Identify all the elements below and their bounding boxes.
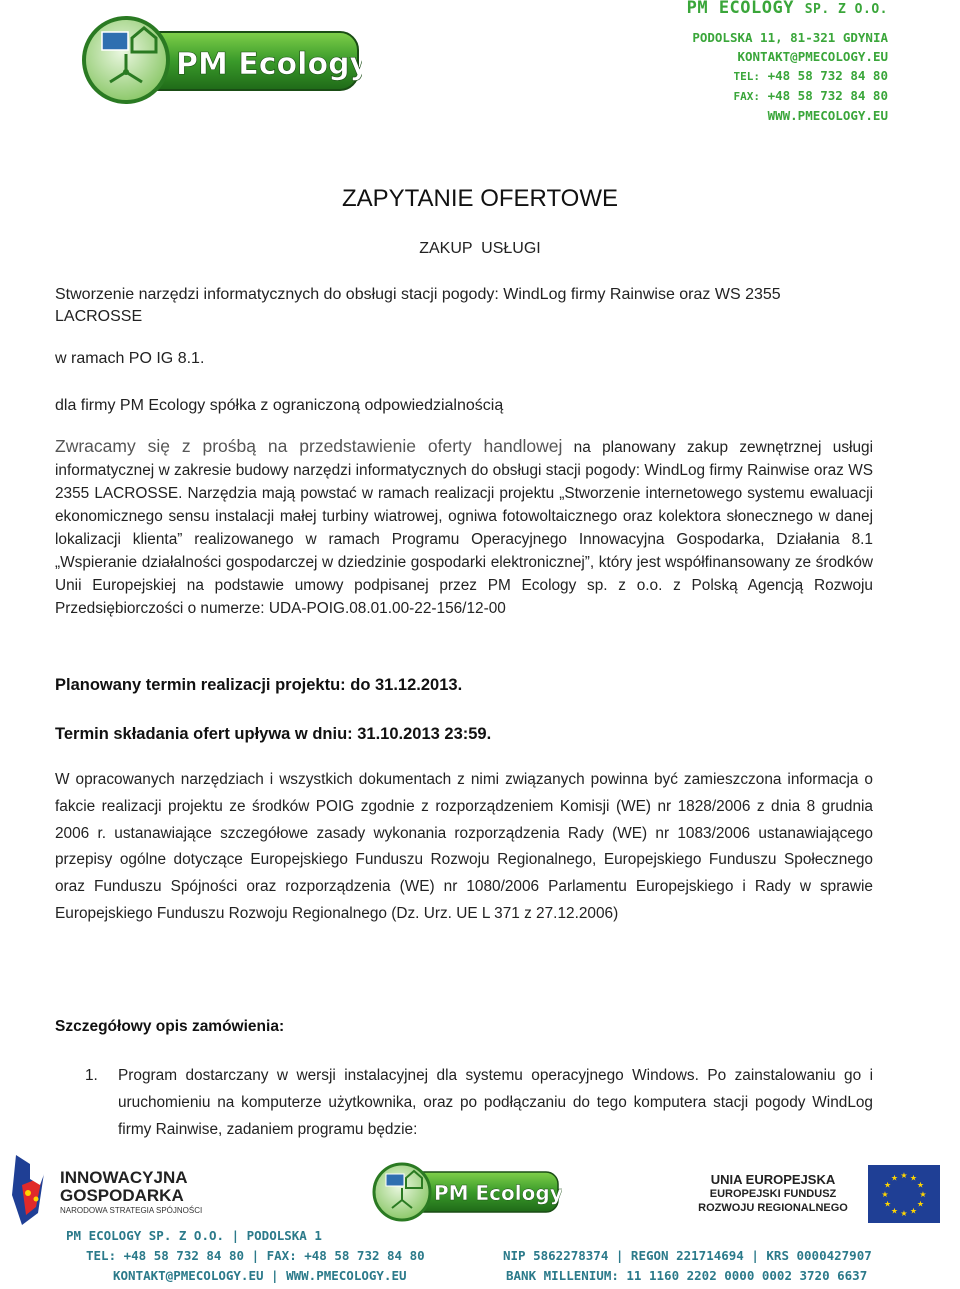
footer-row3-left[interactable]: KONTAKT@PMECOLOGY.EU | WWW.PMECOLOGY.EU <box>113 1268 407 1283</box>
footer-row2-left: TEL: +48 58 732 84 80 | FAX: +48 58 732 84 80 <box>86 1248 425 1263</box>
company-tel: TEL: +48 58 732 84 80 <box>733 68 888 83</box>
intro-rest: na planowany zakup zewnętrznej usługi informatycznej w zakresie budowy narzędzi informatycznych do obsługi stacji pogody: WindLog firmy Rainwise oraz WS 2355 LACROSSE. Narzędzia mają powstać w ramach realizacji projektu „Stworzenie internetowego systemu ewaluacji ekonomicznego sensu instalacji małej turbiny wiatrowej, ogniwa fotowoltaicznego oraz kolektora słonecznego w danej lokalizacji klienta” realizowanego w ramach Programu Operacyjnego Innowacyjna Gospodarka, Działania 8.1 „Wspieranie działalności gospodarczej w dziedzinie gospodarki elektronicznej”, który jest współfinansowany ze środków Unii Europejskiej na podstawie umowy podpisanej przez PM Ecology sp. z o.o. z Polską Agencją Rozwoju Przedsiębiorczości o numerze: UDA-POIG.08.01.00-22-156/12-00 <box>55 439 874 617</box>
footer-row2-right: NIP 5862278374 | REGON 221714694 | KRS 0000427907 <box>503 1248 872 1263</box>
innowacyjna-gospodarka-logo <box>8 1155 223 1230</box>
eu-star-icon: ★ <box>881 1190 889 1199</box>
footer-logos <box>0 1155 960 1230</box>
pm-ecology-logo <box>80 10 362 105</box>
document-title: ZAPYTANIE OFERTOWE <box>341 185 619 212</box>
eu-star-icon: ★ <box>900 1209 908 1218</box>
eu-star-icon: ★ <box>916 1199 925 1209</box>
poig-paragraph: W opracowanych narzędziach i wszystkich dokumentach z nimi związanych powinna być zamieszczona informacja o fakcie realizacji projektu ze środków POIG zgodnie z rozporządzeniem Komisji (WE) nr 1828/2006 z dnia 8 grudnia 2006 r. ustanawiające szczegółowe zasady wykonania rozporządzenia Rady (WE) nr 1083/2006 ustanawiającego przepisy ogólne dotyczące Europejskiego Funduszu Rozwoju Regionalnego, Europejskiego Funduszu Społecznego oraz Funduszu Spójności oraz rozporządzenia (WE) nr 1080/2006 Parlamentu Europejskiego i Rady w sprawie Europejskiego Funduszu Rozwoju Regionalnego (Dz. Urz. UE L 371 z 27.12.2006) <box>55 771 873 922</box>
company-website[interactable]: WWW.PMECOLOGY.EU <box>767 108 888 123</box>
eu-star-icon: ★ <box>890 1206 899 1216</box>
ig-line2: GOSPODARKA <box>60 1186 184 1205</box>
eu-star-icon: ★ <box>890 1173 899 1183</box>
eu-star-icon: ★ <box>916 1180 925 1190</box>
eu-text: UNIA EUROPEJSKA EUROPEJSKI FUNDUSZ ROZWOJU REGIONALNEGO <box>698 1172 848 1214</box>
company-line: dla firmy PM Ecology spółka z ograniczoną odpowiedzialnością <box>55 397 504 414</box>
intro-paragraph <box>55 435 873 620</box>
footer-logo-text: PM Ecology <box>434 1181 562 1205</box>
company-name: PM ECOLOGY SP. Z O.O. <box>686 0 888 18</box>
eu-star-icon: ★ <box>883 1199 892 1209</box>
company-email[interactable]: KONTAKT@PMECOLOGY.EU <box>737 49 888 64</box>
section-heading: Szczegółowy opis zamówienia: <box>55 1018 285 1035</box>
logo-text: PM Ecology <box>176 47 362 82</box>
eu-star-icon: ★ <box>900 1171 908 1180</box>
ig-line3: NARODOWA STRATEGIA SPÓJNOŚCI <box>60 1206 203 1215</box>
eu-star-icon: ★ <box>919 1190 927 1199</box>
program-line: w ramach PO IG 8.1. <box>55 350 205 367</box>
company-contact-block <box>687 0 888 125</box>
list-item-number: 1. <box>85 1067 98 1084</box>
topic: Stworzenie narzędzi informatycznych do obsługi stacji pogody: WindLog firmy Rainwise oraz WS 2355 LACROSSE <box>55 286 781 325</box>
company-fax: FAX: +48 58 732 84 80 <box>733 88 888 103</box>
document-subtitle: ZAKUP USŁUGI <box>419 240 541 257</box>
intro-lead: Zwracamy się z prośbą na przedstawienie oferty handlowej <box>55 436 563 456</box>
eu-star-icon: ★ <box>883 1180 892 1190</box>
eu-star-icon: ★ <box>909 1173 918 1183</box>
eu-star-icon: ★ <box>909 1206 918 1216</box>
footer-row1: PM ECOLOGY SP. Z O.O. | PODOLSKA 1 <box>66 1228 322 1243</box>
project-deadline: Planowany termin realizacji projektu: do 31.12.2013. <box>55 676 463 694</box>
list-item-text: Program dostarczany w wersji instalacyjnej dla systemu operacyjnego Windows. Po zainstalowaniu go i uruchomieniu na komputerze użytkownika, oraz po podłączaniu do tego komputera stacji pogody WindLog firmy Rainwise, zadaniem programu będzie: <box>118 1067 873 1138</box>
offers-deadline: Termin składania ofert upływa w dniu: 31.10.2013 23:59. <box>55 725 492 743</box>
footer-row3-right: BANK MILLENIUM: 11 1160 2202 0000 0002 3720 6637 <box>506 1268 868 1283</box>
eu-flag-icon <box>868 1165 940 1223</box>
company-address: PODOLSKA 11, 81-321 GDYNIA <box>692 30 888 45</box>
ig-line1: INNOWACYJNA <box>60 1168 188 1187</box>
pm-ecology-footer-logo <box>372 1160 562 1222</box>
